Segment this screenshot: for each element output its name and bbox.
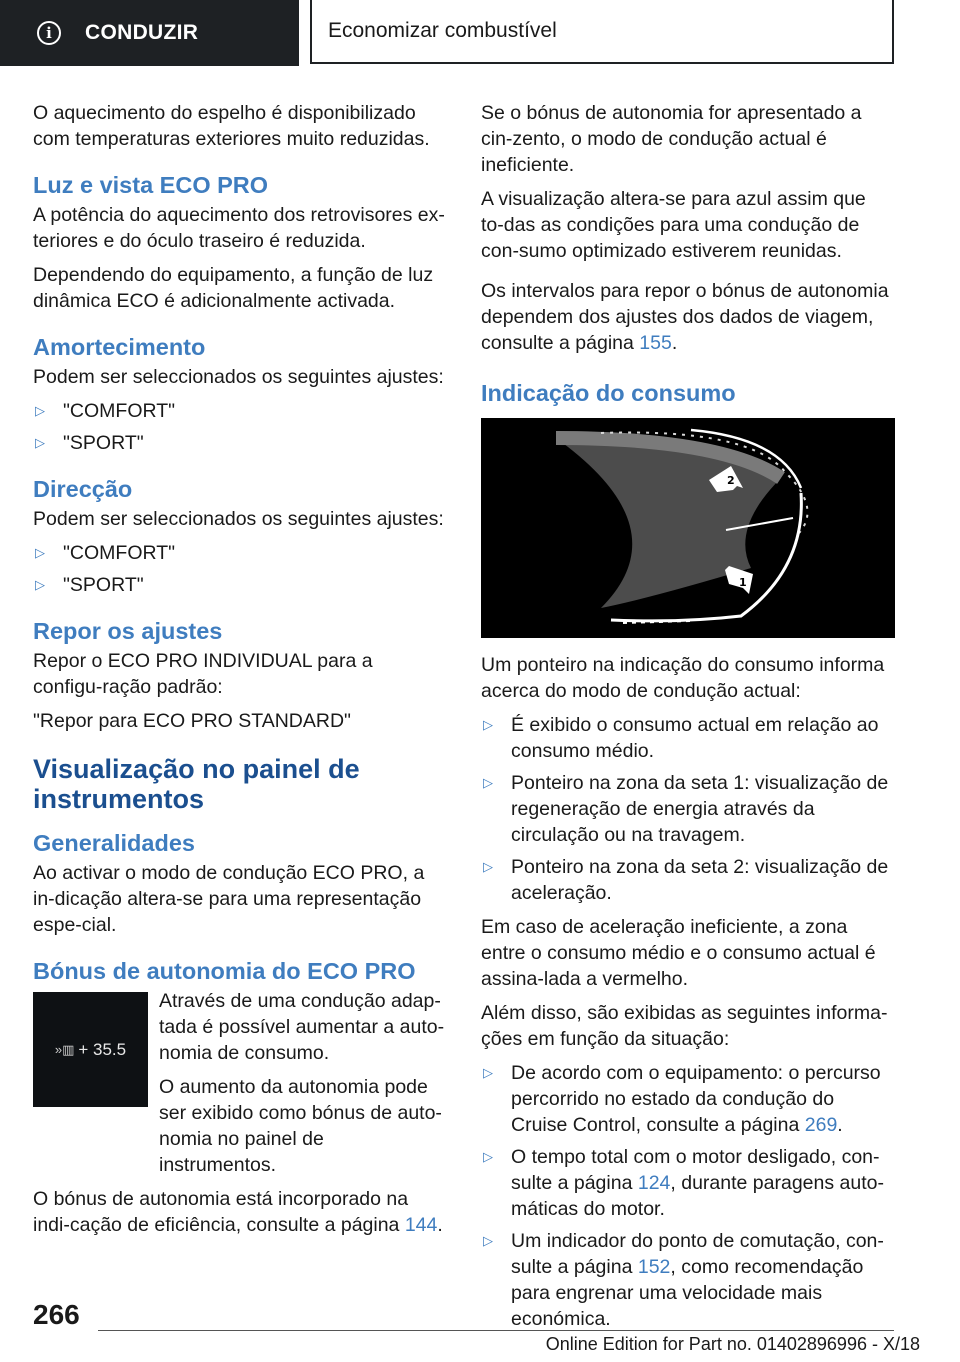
triangle-right-icon: ▷: [35, 545, 45, 560]
page-link[interactable]: 269: [804, 1114, 838, 1136]
paragraph: Em caso de aceleração ineficiente, a zona entre o consumo médio e o consumo actual é assina-lada a vermelho.: [481, 916, 876, 990]
list-item: ▷ "COMFORT": [35, 542, 176, 564]
bonus-block: [33, 988, 445, 1178]
range-bonus-display-image: [33, 992, 148, 1107]
paragraph: Além disso, são exibidas as seguintes informa-ções em função da situação:: [481, 1002, 888, 1050]
paragraph: Podem ser seleccionados os seguintes ajustes:: [33, 508, 444, 530]
list-item: ▷ De acordo com o equipamento: o percurso percorrido no estado da condução do Cruise Control, consulte a página 269.: [483, 1062, 881, 1136]
chapter-title: Economizar combustível: [310, 0, 894, 64]
triangle-right-icon: ▷: [483, 1065, 493, 1080]
heading-direccao: Direcção: [33, 476, 133, 502]
arrow-1-icon: [725, 566, 753, 594]
triangle-right-icon: ▷: [483, 717, 493, 732]
paragraph: Se o bónus de autonomia for apresentado a cin-zento, o modo de condução actual é ineficiente.: [481, 102, 862, 176]
heading-consumo: Indicação do consumo: [481, 380, 736, 406]
triangle-right-icon: ▷: [483, 859, 493, 874]
list-situation: [481, 1060, 893, 1332]
paragraph: Podem ser seleccionados os seguintes ajustes:: [33, 366, 444, 388]
page-link[interactable]: 152: [637, 1256, 671, 1278]
list-direccao: [33, 540, 445, 598]
bonus-text: [159, 988, 445, 1178]
heading-amortecimento: Amortecimento: [33, 334, 206, 360]
heading-luz-vista: Luz e vista ECO PRO: [33, 172, 269, 198]
footer-edition: Online Edition for Part no. 01402896996 - X/18: [545, 1334, 920, 1354]
list-item: ▷ O tempo total com o motor desligado, con-sulte a página 124, durante paragens auto-máticas do motor.: [483, 1146, 884, 1220]
footer-divider: [98, 1330, 894, 1331]
list-amortecimento: [33, 398, 445, 456]
paragraph: Dependendo do equipamento, a função de luz dinâmica ECO é adicionalmente activada.: [33, 264, 434, 312]
triangle-right-icon: ▷: [35, 435, 45, 450]
heading-repor: Repor os ajustes: [33, 618, 223, 644]
paragraph: A visualização altera-se para azul assim que to-das as condições para uma condução de con-sumo optimizado estiverem reunidas.: [481, 188, 866, 262]
paragraph: "Repor para ECO PRO STANDARD": [33, 710, 351, 732]
list-item: ▷ Ponteiro na zona da seta 2: visualização de aceleração.: [483, 856, 889, 904]
triangle-right-icon: ▷: [483, 775, 493, 790]
triangle-right-icon: ▷: [35, 403, 45, 418]
list-pointer: [481, 712, 893, 906]
bonus-value: + 35.5: [78, 1039, 127, 1059]
heading-generalidades: Generalidades: [33, 830, 195, 856]
heading-bonus: Bónus de autonomia do ECO PRO: [33, 958, 416, 984]
paragraph: Ao activar o modo de condução ECO PRO, a in-dicação altera-se para uma representação espe-cial.: [33, 862, 425, 936]
page-link[interactable]: 155: [639, 332, 672, 354]
triangle-right-icon: ▷: [483, 1233, 493, 1248]
paragraph: A potência do aquecimento dos retrovisores ex-teriores e do óculo traseiro é reduzida.: [33, 204, 445, 252]
paragraph: Um ponteiro na indicação do consumo informa acerca do modo de condução actual:: [481, 654, 885, 702]
info-icon: i: [37, 21, 61, 45]
list-item: ▷ "COMFORT": [35, 400, 176, 422]
svg-text:1: 1: [739, 576, 747, 589]
list-item: ▷ Ponteiro na zona da seta 1: visualização de regeneração de energia através da circulação ou na travagem.: [483, 772, 889, 846]
list-item: ▷ É exibido o consumo actual em relação ao consumo médio.: [483, 714, 879, 762]
left-column: [33, 100, 445, 1246]
list-item: ▷ "SPORT": [35, 574, 144, 596]
consumption-gauge-image: [481, 418, 895, 638]
paragraph: O bónus de autonomia está incorporado na indi-cação de eficiência, consulte a página 144.: [33, 1188, 443, 1236]
page-number: 266: [33, 1299, 80, 1330]
paragraph: Repor o ECO PRO INDIVIDUAL para a configu-ração padrão:: [33, 650, 373, 698]
right-column: [481, 100, 893, 1340]
section-label: CONDUZIR: [85, 21, 199, 44]
list-item: ▷ Um indicador do ponto de comutação, con-sulte a página 152, como recomendação para engrenar uma velocidade mais económica.: [483, 1230, 884, 1330]
fuel-pump-icon: »▥: [54, 1041, 75, 1057]
section-tab: [0, 0, 299, 66]
heading-visualizacao: Visualização no painel de instrumentos: [33, 754, 360, 814]
paragraph: Os intervalos para repor o bónus de autonomia dependem dos ajustes dos dados de viagem, consulte a página 155.: [481, 280, 889, 354]
paragraph: O aumento da autonomia pode ser exibido como bónus de auto-nomia no painel de instrumentos.: [159, 1076, 442, 1176]
page-link[interactable]: 124: [637, 1172, 671, 1194]
page-link[interactable]: 144: [404, 1214, 438, 1236]
triangle-right-icon: ▷: [483, 1149, 493, 1164]
list-item: ▷ "SPORT": [35, 432, 144, 454]
paragraph: Através de uma condução adap-tada é possível aumentar a auto-nomia de consumo.: [159, 990, 445, 1064]
paragraph: O aquecimento do espelho é disponibilizado com temperaturas exteriores muito reduzidas.: [33, 102, 430, 150]
triangle-right-icon: ▷: [35, 577, 45, 592]
svg-text:2: 2: [727, 474, 735, 487]
